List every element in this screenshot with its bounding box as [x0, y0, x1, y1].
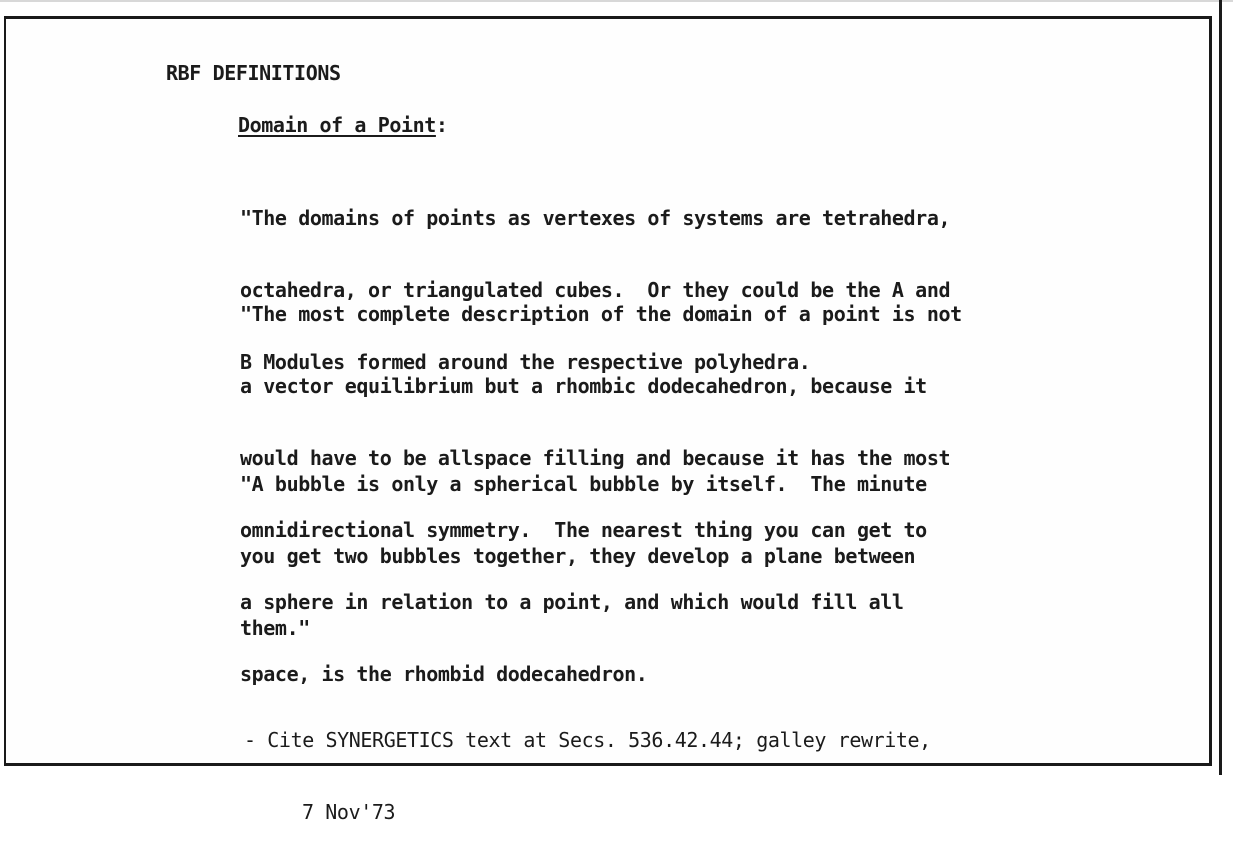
document-header: RBF DEFINITIONS — [166, 61, 341, 85]
paragraph-line: a vector equilibrium but a rhombic dodecahedron, because it — [240, 374, 927, 398]
citation-line-2: 7 Nov'73 — [302, 800, 396, 824]
paragraph-line: "A bubble is only a spherical bubble by itself. The minute — [240, 472, 927, 496]
paragraph-line: would have to be allspace filling and because it has the most — [240, 446, 951, 470]
section-heading — [238, 112, 448, 138]
paragraph-3 — [240, 424, 927, 664]
paragraph-line: "The most complete description of the domain of a point is not — [240, 302, 962, 326]
citation-line-1: - Cite SYNERGETICS text at Secs. 536.42.44; galley rewrite, — [244, 728, 931, 752]
paragraph-line: B Modules formed around the respective polyhedra. — [240, 350, 811, 374]
section-heading-title: Domain of a Point — [238, 113, 436, 137]
paragraph-line: octahedra, or triangulated cubes. Or they could be the A and — [240, 278, 951, 302]
section-heading-colon: : — [435, 113, 448, 137]
paragraph-line: omnidirectional symmetry. The nearest thing you can get to — [240, 518, 927, 542]
paragraph-line: "The domains of points as vertexes of systems are tetrahedra, — [240, 206, 951, 230]
paragraph-line: space, is the rhombid dodecahedron. — [240, 662, 648, 686]
scan-top-edge — [0, 0, 1233, 2]
paragraph-line: a sphere in relation to a point, and which would fill all — [240, 590, 904, 614]
citation — [244, 680, 931, 848]
scan-right-edge — [1219, 0, 1222, 775]
paragraph-line: you get two bubbles together, they develop a plane between — [240, 544, 916, 568]
paragraph-line: them." — [240, 616, 310, 640]
